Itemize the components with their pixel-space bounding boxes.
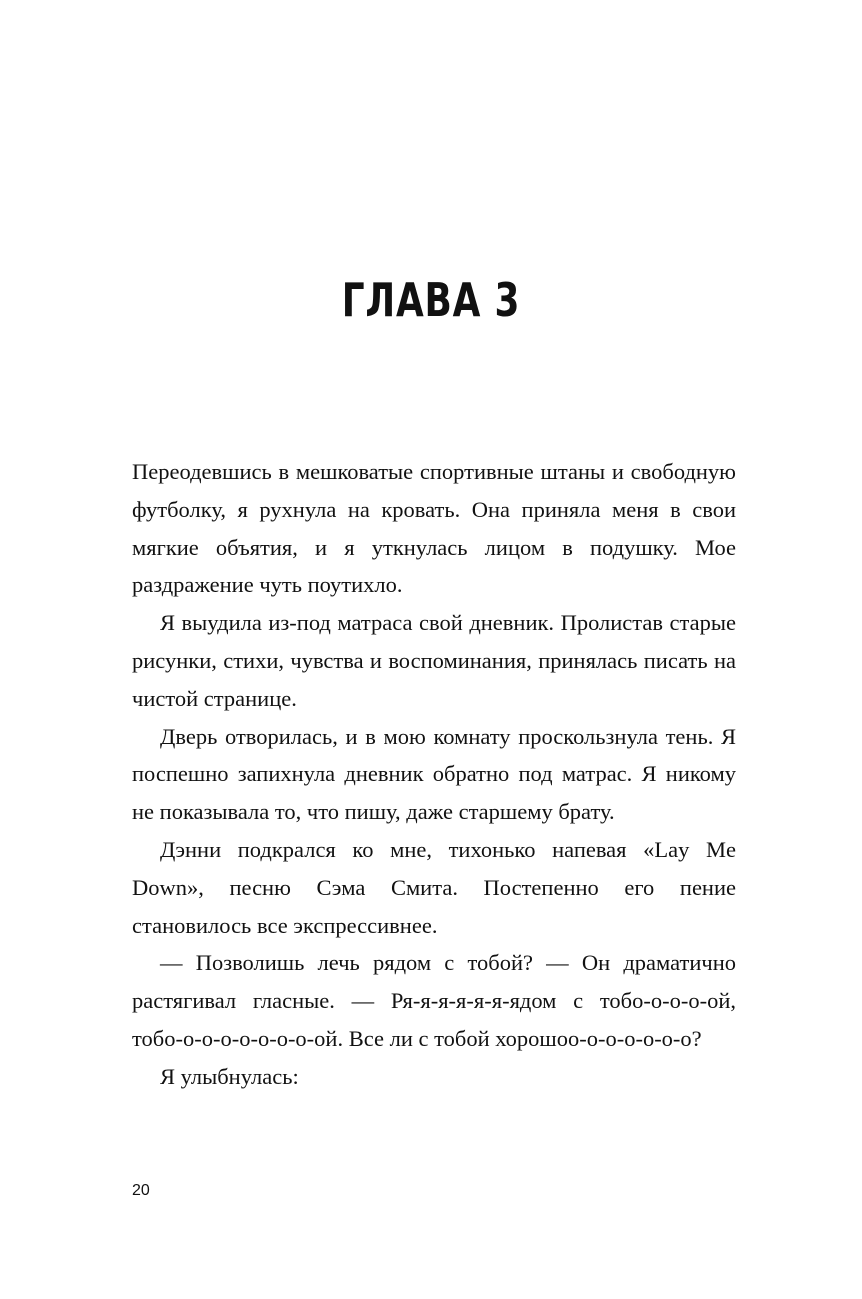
paragraph: — Позволишь лечь рядом с тобой? — Он драматично растягивал гласные. — Ря-я-я-я-я-я-ядом с тобо-о-о-о-ой, тобо-о-о-о-о-о-о-о-ой. Все ли с тобой хорошоо-о-о-о-о-о-о? — [132, 950, 736, 1051]
paragraph: Я выудила из-под матраса свой дневник. Пролистав старые рисунки, стихи, чувства и воспоминания, принялась писать на чистой странице. — [132, 610, 736, 711]
chapter-body — [132, 453, 736, 1096]
page-number: 20 — [132, 1182, 150, 1199]
paragraph: Дэнни подкрался ко мне, тихонько напевая «Lay Me Down», песню Сэма Смита. Постепенно его пение становилось все экспрессивнее. — [132, 836, 736, 938]
paragraph: Дверь отворилась, и в мою комнату проскользнула тень. Я поспешно запихнула дневник обратно под матрас. Я никому не показывала то, что пишу, даже старшему брату. — [132, 723, 736, 825]
paragraph: Я улыбнулась: — [160, 1063, 299, 1089]
paragraph: Переодевшись в мешковатые спортивные штаны и свободную футболку, я рухнула на кровать. Она приняла меня в свои мягкие объятия, и я уткнулась лицом в подушку. Мое раздражение чуть поутихло. — [132, 459, 736, 598]
chapter-title: ГЛАВА 3 — [341, 273, 521, 327]
